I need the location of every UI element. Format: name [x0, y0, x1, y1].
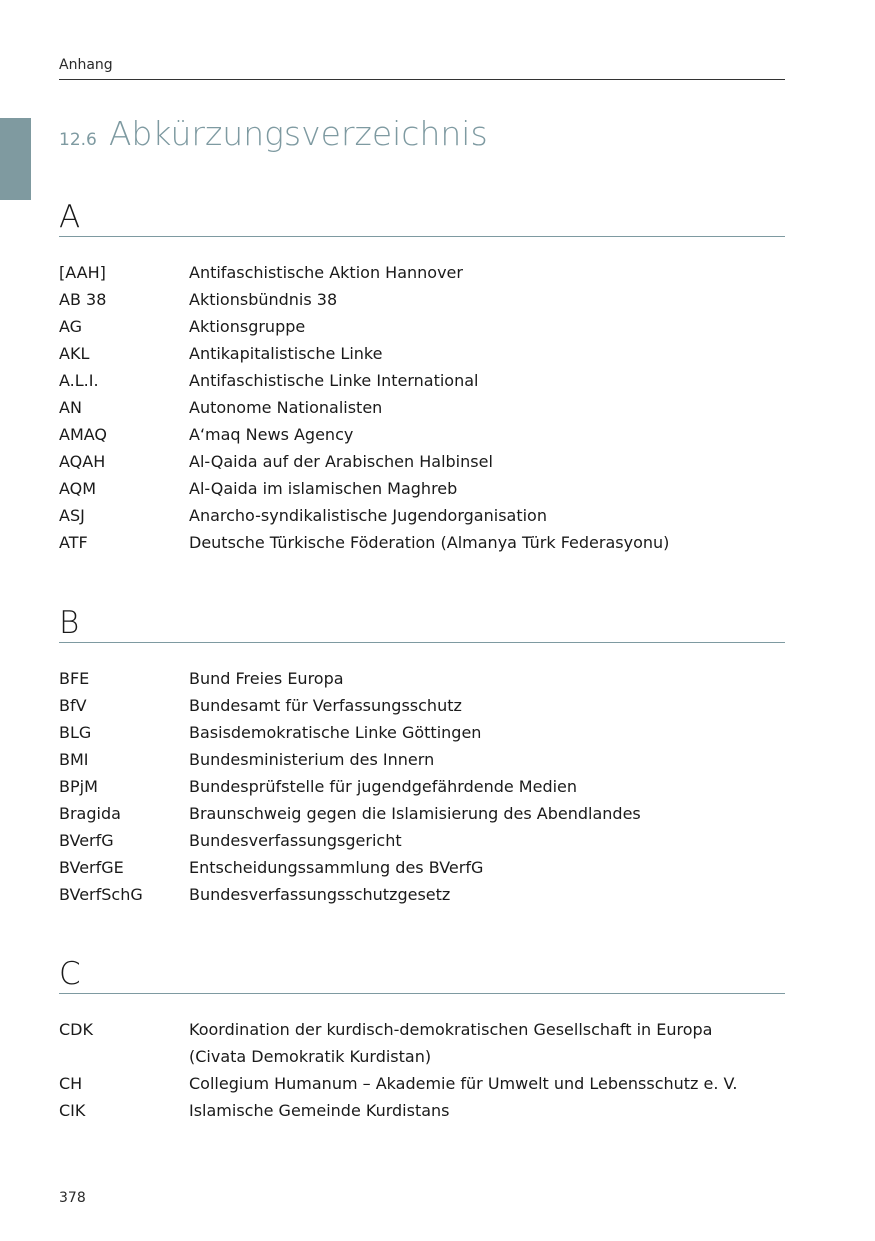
abbreviation-entry — [59, 313, 785, 340]
definition — [189, 1097, 785, 1124]
abbreviation: A.L.I. — [59, 371, 99, 390]
definition-line: Braunschweig gegen die Islamisierung des Abendlandes — [189, 804, 641, 823]
abbreviation-entry — [59, 394, 785, 421]
definition-line: Islamische Gemeinde Kurdistans — [189, 1101, 450, 1120]
entry-list — [59, 1016, 785, 1124]
abbreviation-entry — [59, 881, 785, 908]
chapter-heading — [59, 114, 488, 153]
definition-line: Aktionsgruppe — [189, 317, 306, 336]
abbreviation: BLG — [59, 723, 92, 742]
abbreviation: AMAQ — [59, 425, 108, 444]
definition — [189, 475, 785, 502]
definition — [189, 1070, 785, 1097]
definition-line: Bundesministerium des Innern — [189, 750, 435, 769]
definition — [189, 340, 785, 367]
entry-list — [59, 259, 785, 556]
abbreviation-entry — [59, 1070, 785, 1097]
abbreviation: AQAH — [59, 452, 106, 471]
abbreviation-entry — [59, 692, 785, 719]
abbreviation: [AAH] — [59, 263, 106, 282]
abbreviation-entry — [59, 259, 785, 286]
definition-line: Al-Qaida im islamischen Maghreb — [189, 479, 458, 498]
abbreviation: BFE — [59, 669, 90, 688]
definition — [189, 773, 785, 800]
definition-line: (Civata Demokratik Kurdistan) — [189, 1047, 432, 1066]
header-divider — [59, 79, 785, 80]
abbreviation-entry — [59, 421, 785, 448]
definition — [189, 854, 785, 881]
definition — [189, 529, 785, 556]
abbreviation-entry — [59, 448, 785, 475]
section-letter: C — [59, 956, 81, 992]
definition-line: Bund Freies Europa — [189, 669, 344, 688]
definition — [189, 1016, 785, 1070]
definition — [189, 313, 785, 340]
definition-line: Bundesverfassungsgericht — [189, 831, 402, 850]
abbreviation: BMI — [59, 750, 89, 769]
abbreviation: BPjM — [59, 777, 98, 796]
chapter-number: 12.6 — [59, 130, 97, 150]
abbreviation: AQM — [59, 479, 97, 498]
definition — [189, 665, 785, 692]
abbreviation-entry — [59, 502, 785, 529]
definition — [189, 827, 785, 854]
definition-line: Bundesamt für Verfassungsschutz — [189, 696, 462, 715]
abbreviation-entry — [59, 286, 785, 313]
section-divider — [59, 642, 785, 643]
abbreviation: AG — [59, 317, 83, 336]
definition-line: Al-Qaida auf der Arabischen Halbinsel — [189, 452, 493, 471]
abbreviation-entry — [59, 665, 785, 692]
abbreviation: AKL — [59, 344, 90, 363]
abbreviation: ASJ — [59, 506, 85, 525]
definition-line: Aktionsbündnis 38 — [189, 290, 338, 309]
definition-line: Basisdemokratische Linke Göttingen — [189, 723, 482, 742]
abbreviation: CH — [59, 1074, 83, 1093]
definition-line: Deutsche Türkische Föderation (Almanya Türk Federasyonu) — [189, 533, 670, 552]
definition — [189, 719, 785, 746]
abbreviation-entry — [59, 854, 785, 881]
page-number: 378 — [59, 1190, 86, 1206]
abbreviation-entry — [59, 719, 785, 746]
section-divider — [59, 993, 785, 994]
definition-line: A‘maq News Agency — [189, 425, 354, 444]
abbreviation: CDK — [59, 1020, 93, 1039]
definition — [189, 746, 785, 773]
abbreviation-entry — [59, 746, 785, 773]
abbreviation-entry — [59, 529, 785, 556]
definition-line: Antikapitalistische Linke — [189, 344, 383, 363]
section-divider — [59, 236, 785, 237]
abbreviation: BVerfSchG — [59, 885, 143, 904]
definition — [189, 421, 785, 448]
definition — [189, 286, 785, 313]
definition-line: Entscheidungssammlung des BVerfG — [189, 858, 484, 877]
definition-line: Autonome Nationalisten — [189, 398, 383, 417]
definition-line: Bundesverfassungsschutzgesetz — [189, 885, 451, 904]
chapter-side-tab — [0, 118, 31, 200]
definition — [189, 367, 785, 394]
definition — [189, 881, 785, 908]
abbreviation-entry — [59, 827, 785, 854]
definition — [189, 502, 785, 529]
abbreviation-entry — [59, 1016, 785, 1070]
abbreviation: ATF — [59, 533, 88, 552]
section-c — [59, 955, 785, 1124]
definition — [189, 448, 785, 475]
abbreviation: BVerfG — [59, 831, 114, 850]
definition-line: Bundesprüfstelle für jugendgefährdende Medien — [189, 777, 578, 796]
entry-list — [59, 665, 785, 908]
definition-line: Anarcho-syndikalistische Jugendorganisation — [189, 506, 547, 525]
section-a — [59, 198, 785, 556]
abbreviation: CIK — [59, 1101, 86, 1120]
definition-line: Koordination der kurdisch-demokratischen Gesellschaft in Europa — [189, 1020, 713, 1039]
section-letter: A — [59, 199, 81, 235]
running-header: Anhang — [59, 57, 113, 73]
definition-line: Collegium Humanum – Akademie für Umwelt und Lebensschutz e. V. — [189, 1074, 738, 1093]
chapter-title: Abkürzungsverzeichnis — [108, 114, 488, 153]
definition-line: Antifaschistische Linke International — [189, 371, 479, 390]
abbreviation-entry — [59, 773, 785, 800]
abbreviation-entry — [59, 800, 785, 827]
abbreviation: BfV — [59, 696, 87, 715]
definition — [189, 800, 785, 827]
abbreviation: AN — [59, 398, 82, 417]
definition — [189, 692, 785, 719]
section-letter: B — [59, 605, 80, 641]
abbreviation: BVerfGE — [59, 858, 124, 877]
definition — [189, 259, 785, 286]
abbreviation-entry — [59, 340, 785, 367]
abbreviation-entry — [59, 475, 785, 502]
definition-line: Antifaschistische Aktion Hannover — [189, 263, 463, 282]
abbreviation-entry — [59, 367, 785, 394]
abbreviation: Bragida — [59, 804, 121, 823]
section-b — [59, 604, 785, 908]
abbreviation-entry — [59, 1097, 785, 1124]
abbreviation: AB 38 — [59, 290, 107, 309]
definition — [189, 394, 785, 421]
